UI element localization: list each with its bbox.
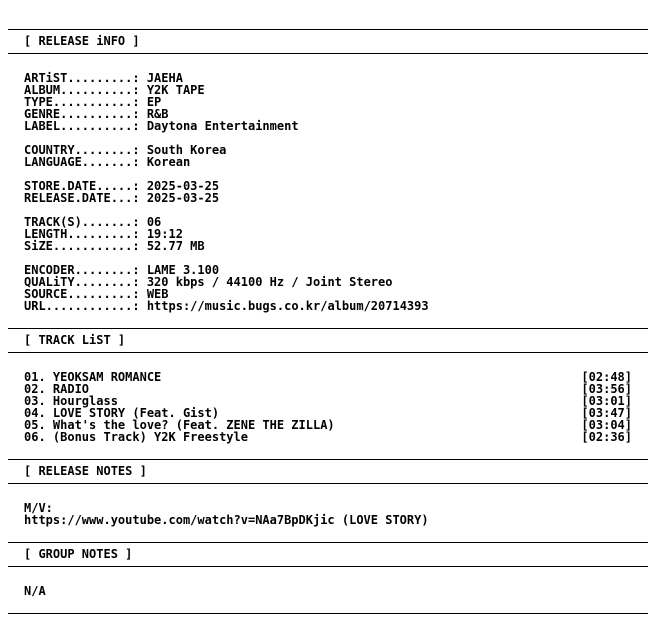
info-key: TYPE...........: [24,95,147,109]
info-value: JAEHA [146,71,183,85]
track-title: 02. RADIO [24,382,90,396]
divider [8,613,648,614]
info-row-label [24,120,632,132]
section-heading-group-notes: [ GROUP NOTES ] [24,547,133,561]
info-key: COUNTRY........: [24,143,147,157]
info-key: ENCODER........: [24,263,147,277]
track-duration: [03:01] [581,394,632,408]
info-key: LABEL..........: [24,119,147,133]
info-value: 2025-03-25 [146,191,220,205]
track-duration: [02:48] [581,370,632,384]
info-value: Y2K TAPE [146,83,205,97]
section-heading-track-list: [ TRACK LiST ] [24,333,126,347]
track-list-body [8,353,648,459]
info-value: 06 [146,215,162,229]
track-row [24,371,632,383]
info-value: 320 kbps / 44100 Hz / Joint Stereo [146,275,393,289]
track-title: 05. What's the love? (Feat. ZENE THE ZILLA) [24,418,335,432]
track-title: 03. Hourglass [24,394,118,408]
track-duration: [02:36] [581,430,632,444]
info-value: R&B [146,107,169,121]
track-title: 04. LOVE STORY (Feat. Gist) [24,406,220,420]
info-row-language [24,156,632,168]
info-key: LENGTH.........: [24,227,147,241]
info-key: QUALiTY........: [24,275,147,289]
group-notes-body [8,567,648,613]
release-notes-body [8,484,648,542]
info-key: TRACK(S).......: [24,215,147,229]
info-value: Daytona Entertainment [146,119,299,133]
track-duration: [03:56] [581,382,632,396]
section-heading-release-info: [ RELEASE iNFO ] [24,34,140,48]
info-value: South Korea [146,143,227,157]
track-row [24,431,632,443]
info-value: 52.77 MB [146,239,205,253]
info-key: ARTiST.........: [24,71,147,85]
info-row-release-date [24,192,632,204]
track-duration: [03:04] [581,418,632,432]
track-duration: [03:47] [581,406,632,420]
info-value: EP [146,95,162,109]
album-url-link[interactable]: https://music.bugs.co.kr/album/20714393 [146,299,429,313]
group-notes-text: N/A [24,584,46,598]
info-row-url [24,300,632,312]
info-row-size [24,240,632,252]
info-key: SOURCE.........: [24,287,147,301]
info-value: WEB [146,287,169,301]
release-notes-label: M/V: [24,501,53,515]
info-value: Korean [146,155,191,169]
info-value: 19:12 [146,227,183,241]
info-key: GENRE..........: [24,107,147,121]
youtube-link[interactable]: https://www.youtube.com/watch?v=NAa7BpDKjic (LOVE STORY) [24,513,429,527]
nfo-document [8,29,648,614]
info-key: ALBUM..........: [24,83,147,97]
release-info-body [8,54,648,328]
info-key: URL............: [24,299,147,313]
info-key: STORE.DATE.....: [24,179,147,193]
track-title: 01. YEOKSAM ROMANCE [24,370,162,384]
section-heading-release-notes: [ RELEASE NOTES ] [24,464,147,478]
track-title: 06. (Bonus Track) Y2K Freestyle [24,430,248,444]
info-value: LAME 3.100 [146,263,220,277]
info-key: RELEASE.DATE...: [24,191,147,205]
info-value: 2025-03-25 [146,179,220,193]
info-key: LANGUAGE.......: [24,155,147,169]
info-key: SiZE...........: [24,239,147,253]
